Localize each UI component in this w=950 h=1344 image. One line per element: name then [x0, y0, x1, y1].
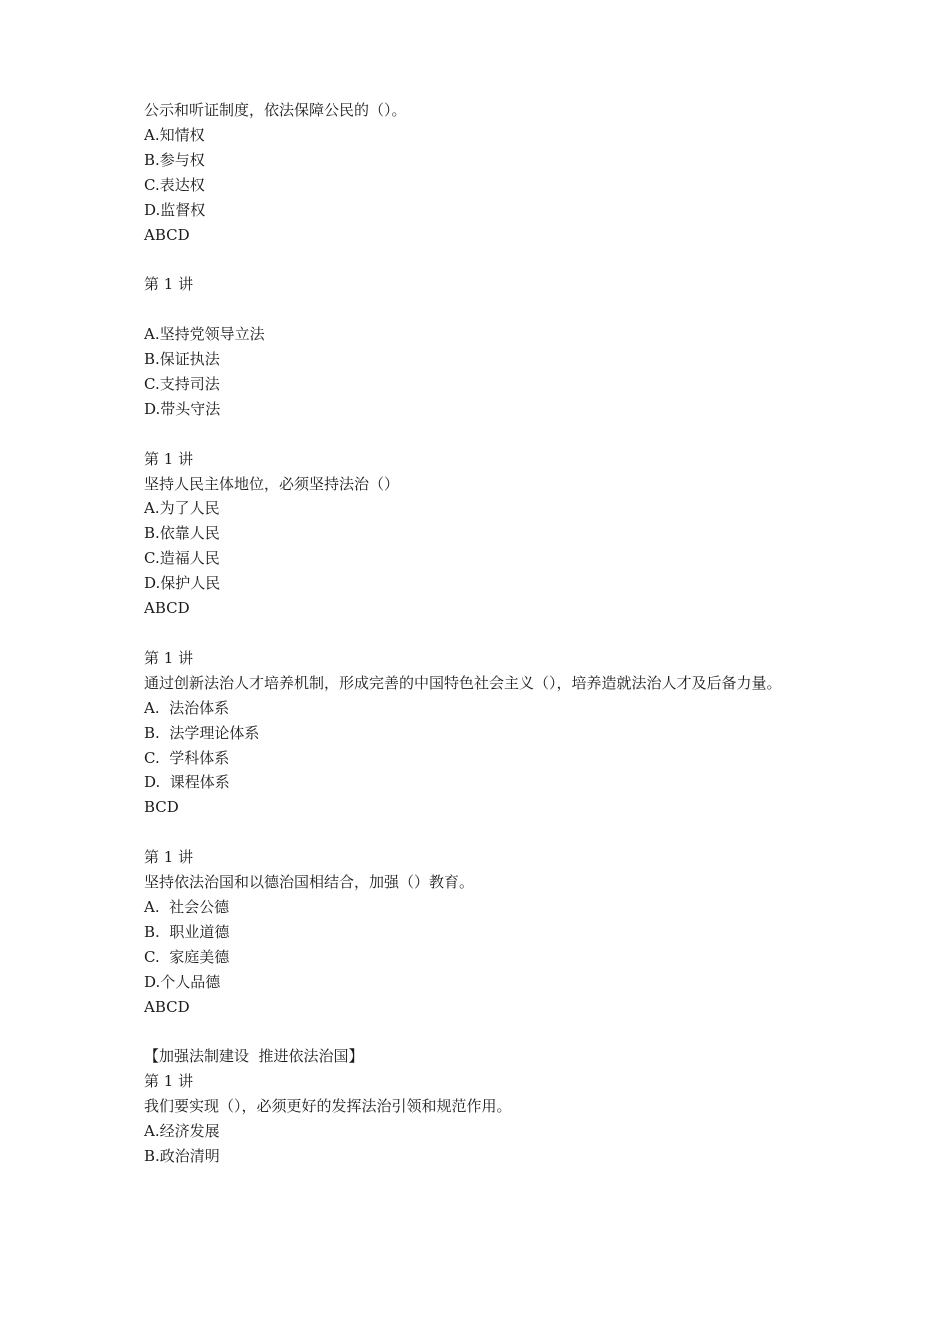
- lecture-label: 第 1 讲: [144, 449, 194, 468]
- spacer: [144, 297, 824, 322]
- question-text: 坚持人民主体地位，必须坚持法治（）: [144, 474, 400, 493]
- spacer: [144, 1019, 824, 1044]
- answer-text: ABCD: [144, 225, 190, 244]
- spacer: [144, 422, 824, 447]
- option-b: B.参与权: [144, 150, 205, 169]
- spacer: [144, 820, 824, 845]
- option-d: D.个人品德: [144, 972, 221, 991]
- lecture-label: 第 1 讲: [144, 648, 194, 667]
- option-b: B.保证执法: [144, 350, 220, 369]
- option-c: C. 学科体系: [144, 748, 230, 767]
- answer-text: ABCD: [144, 997, 190, 1016]
- option-a: A.经济发展: [144, 1122, 220, 1141]
- question-text: 坚持依法治国和以德治国相结合，加强（）教育。: [144, 873, 475, 892]
- option-b: B.依靠人民: [144, 524, 220, 543]
- option-a: A.知情权: [144, 125, 205, 144]
- question-text: 公示和听证制度，依法保障公民的（）。: [144, 101, 407, 119]
- question-text: 我们要实现（），必须更好的发挥法治引领和规范作用。: [144, 1097, 512, 1116]
- option-d: D.保护人民: [144, 574, 221, 593]
- lecture-label: 第 1 讲: [144, 275, 194, 294]
- option-c: C.表达权: [144, 175, 205, 194]
- option-b: B.政治清明: [144, 1146, 220, 1165]
- option-c: C.支持司法: [144, 374, 220, 393]
- answer-text: ABCD: [144, 599, 190, 618]
- option-a: A. 法治体系: [144, 698, 230, 717]
- option-d: D. 课程体系: [144, 773, 230, 792]
- option-a: A.坚持党领导立法: [144, 325, 265, 344]
- option-b: B. 职业道德: [144, 922, 230, 941]
- lecture-label: 第 1 讲: [144, 848, 194, 867]
- option-b: B. 法学理论体系: [144, 723, 260, 742]
- option-d: D.带头守法: [144, 399, 221, 418]
- lecture-label: 第 1 讲: [144, 1072, 194, 1091]
- option-c: C. 家庭美德: [144, 947, 230, 966]
- option-a: A. 社会公德: [144, 897, 230, 916]
- spacer: [144, 621, 824, 646]
- option-a: A.为了人民: [144, 499, 220, 518]
- spacer: [144, 247, 824, 272]
- section-heading: 【加强法制建设 推进依法治国】: [144, 1047, 364, 1066]
- question-text: 通过创新法治人才培养机制，形成完善的中国特色社会主义（），培养造就法治人才及后备力量。: [144, 673, 782, 692]
- option-c: C.造福人民: [144, 549, 220, 568]
- document-page: [144, 98, 824, 1169]
- answer-text: BCD: [144, 798, 179, 817]
- option-d: D.监督权: [144, 200, 206, 219]
